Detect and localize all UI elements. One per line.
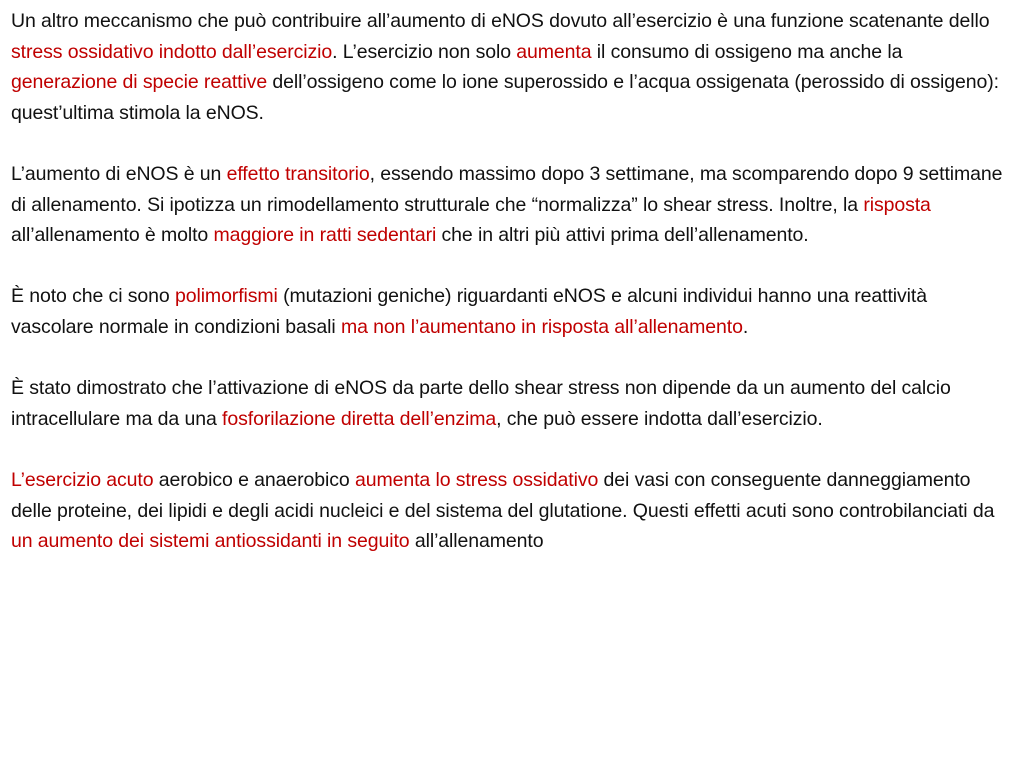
text-span: Un altro meccanismo che può contribuire all’aumento di eNOS dovuto all’esercizio è una funzione scatenante dello — [11, 10, 990, 32]
text-span: all’allenamento è molto — [11, 224, 214, 247]
text-span: dell’ossigeno come lo ione superossido e l’acqua ossigenata (perossido di ossigeno): quest’ultima stimola la eNOS. — [11, 71, 999, 124]
text-span: , essendo massimo dopo 3 settimane, ma scomparendo dopo 9 settimane di allenamento. Si ipotizza un rimodellamento strutturale che “normalizza” lo shear stress. Inoltre, la — [11, 162, 1003, 216]
highlight-span: maggiore in ratti sedentari — [213, 224, 437, 247]
text-span: È noto che ci sono — [11, 285, 175, 308]
highlight-span: ma non l’aumentano in risposta all’allenamento — [340, 315, 743, 338]
text-span: . — [742, 315, 749, 338]
highlight-span: fosforilazione diretta dell’enzima — [222, 407, 497, 430]
paragraph-2 — [11, 159, 1011, 251]
text-span: dei vasi con conseguente danneggiamento delle proteine, dei lipidi e degli acidi nucleici e del sistema del glutatione. Questi effetti acuti sono controbilanciati da — [11, 468, 995, 522]
highlight-span: aumenta lo stress ossidativo — [354, 468, 599, 491]
text-span: che in altri più attivi prima dell’allenamento. — [436, 224, 809, 247]
highlight-span: risposta — [863, 193, 931, 216]
highlight-span: generazione di specie reattive — [11, 71, 268, 94]
paragraph-5 — [11, 465, 1011, 557]
paragraph-4 — [11, 373, 1011, 434]
paragraph-3 — [11, 281, 1011, 342]
text-span: È stato dimostrato che l’attivazione di eNOS da parte dello shear stress non dipende da un aumento del calcio intracellulare ma da una — [11, 377, 951, 430]
highlight-span: stress ossidativo indotto dall’esercizio — [11, 40, 333, 63]
text-span: all’allenamento — [409, 530, 544, 553]
highlight-span: effetto transitorio — [226, 162, 370, 185]
text-span: il consumo di ossigeno ma anche la — [591, 40, 903, 63]
text-span: , che può essere indotta dall’esercizio. — [496, 407, 823, 430]
text-span: . L’esercizio non solo — [332, 40, 517, 63]
highlight-span: L’esercizio acuto — [11, 468, 154, 491]
highlight-span: polimorfismi — [174, 285, 278, 308]
slide-body — [11, 6, 1011, 587]
text-span: (mutazioni geniche) riguardanti eNOS e alcuni individui hanno una reattività vascolare normale in condizioni basali — [11, 285, 927, 338]
paragraph-1 — [11, 6, 1011, 128]
text-span: aerobico e anaerobico — [153, 468, 355, 491]
highlight-span: un aumento dei sistemi antiossidanti in seguito — [11, 530, 410, 553]
highlight-span: aumenta — [516, 40, 592, 63]
text-span: L’aumento di eNOS è un — [11, 162, 227, 185]
